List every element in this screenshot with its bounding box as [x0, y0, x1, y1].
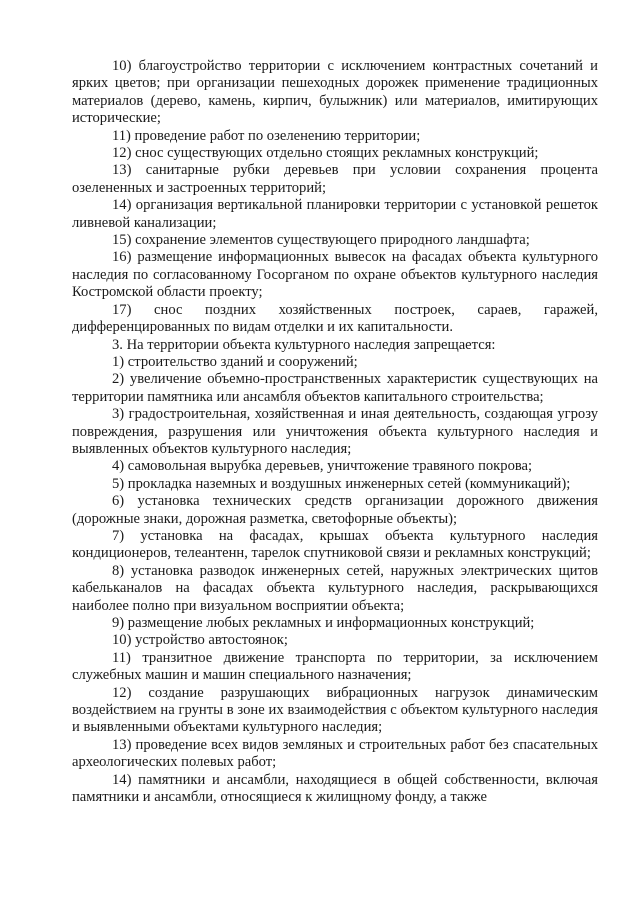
paragraph: 5) прокладка наземных и воздушных инженерных сетей (коммуникаций);	[112, 475, 571, 492]
paragraph: 15) сохранение элементов существующего природного ландшафта;	[112, 232, 530, 249]
document-body	[72, 58, 598, 806]
paragraph: 3) градостроительная, хозяйственная и иная деятельность, создающая угрозу повреждения, разрушения или уничтожения объекта культурного наследия и выявленных объектов культурного наследия;	[72, 406, 598, 457]
paragraph: 7) установка на фасадах, крышах объекта культурного наследия кондиционеров, телеантенн, тарелок спутниковой связи и рекламных конструкций;	[72, 527, 598, 562]
paragraph: 11) проведение работ по озеленению территории;	[112, 127, 421, 144]
paragraph: 16) размещение информационных вывесок на фасадах объекта культурного наследия по согласованному Госорганом по охране объектов культурного наследия Костромской области проекту;	[72, 249, 598, 301]
paragraph: 11) транзитное движение транспорта по территории, за исключением служебных машин и машин специального назначения;	[72, 649, 598, 684]
paragraph: 13) проведение всех видов земляных и строительных работ без спасательных археологических полевых работ;	[72, 736, 598, 771]
paragraph: 6) установка технических средств организации дорожного движения (дорожные знаки, дорожная разметка, светофорные объекты);	[72, 493, 598, 527]
paragraph: 3. На территории объекта культурного наследия запрещается:	[112, 336, 496, 353]
paragraph: 1) строительство зданий и сооружений;	[112, 353, 358, 370]
paragraph: 12) создание разрушающих вибрационных нагрузок динамическим воздействием на грунты в зоне их взаимодействия с объектом культурного наследия и выявленными объектами культурного наследия;	[72, 684, 598, 736]
paragraph: 14) организация вертикальной планировки территории с установкой решеток ливневой канализации;	[72, 197, 598, 231]
paragraph: 17) снос поздних хозяйственных построек, сараев, гаражей, дифференцированных по видам отделки и их капитальности.	[72, 301, 598, 336]
paragraph: 10) благоустройство территории с исключением контрастных сочетаний и ярких цветов; при организации пешеходных дорожек применение традиционных материалов (дерево, камень, кирпич, булыжник) или материалов, имитирующих исторические;	[72, 58, 598, 127]
paragraph: 14) памятники и ансамбли, находящиеся в общей собственности, включая памятники и ансамбли, относящиеся к жилищному фонду, а также	[72, 771, 598, 806]
paragraph: 4) самовольная вырубка деревьев, уничтожение травяного покрова;	[112, 458, 533, 475]
paragraph: 8) установка разводок инженерных сетей, наружных электрических щитов кабельканалов на фасадах объекта культурного наследия, раскрывающихся наиболее полно при визуальном восприятии объекта;	[72, 562, 598, 614]
paragraph: 13) санитарные рубки деревьев при условии сохранения процента озелененных и застроенных территорий;	[72, 162, 598, 196]
paragraph: 10) устройство автостоянок;	[112, 632, 288, 649]
paragraph: 2) увеличение объемно-пространственных характеристик существующих на территории памятника или ансамбля объектов капитального строительства;	[72, 371, 598, 405]
paragraph: 12) снос существующих отдельно стоящих рекламных конструкций;	[112, 145, 539, 162]
paragraph: 9) размещение любых рекламных и информационных конструкций;	[112, 615, 535, 631]
